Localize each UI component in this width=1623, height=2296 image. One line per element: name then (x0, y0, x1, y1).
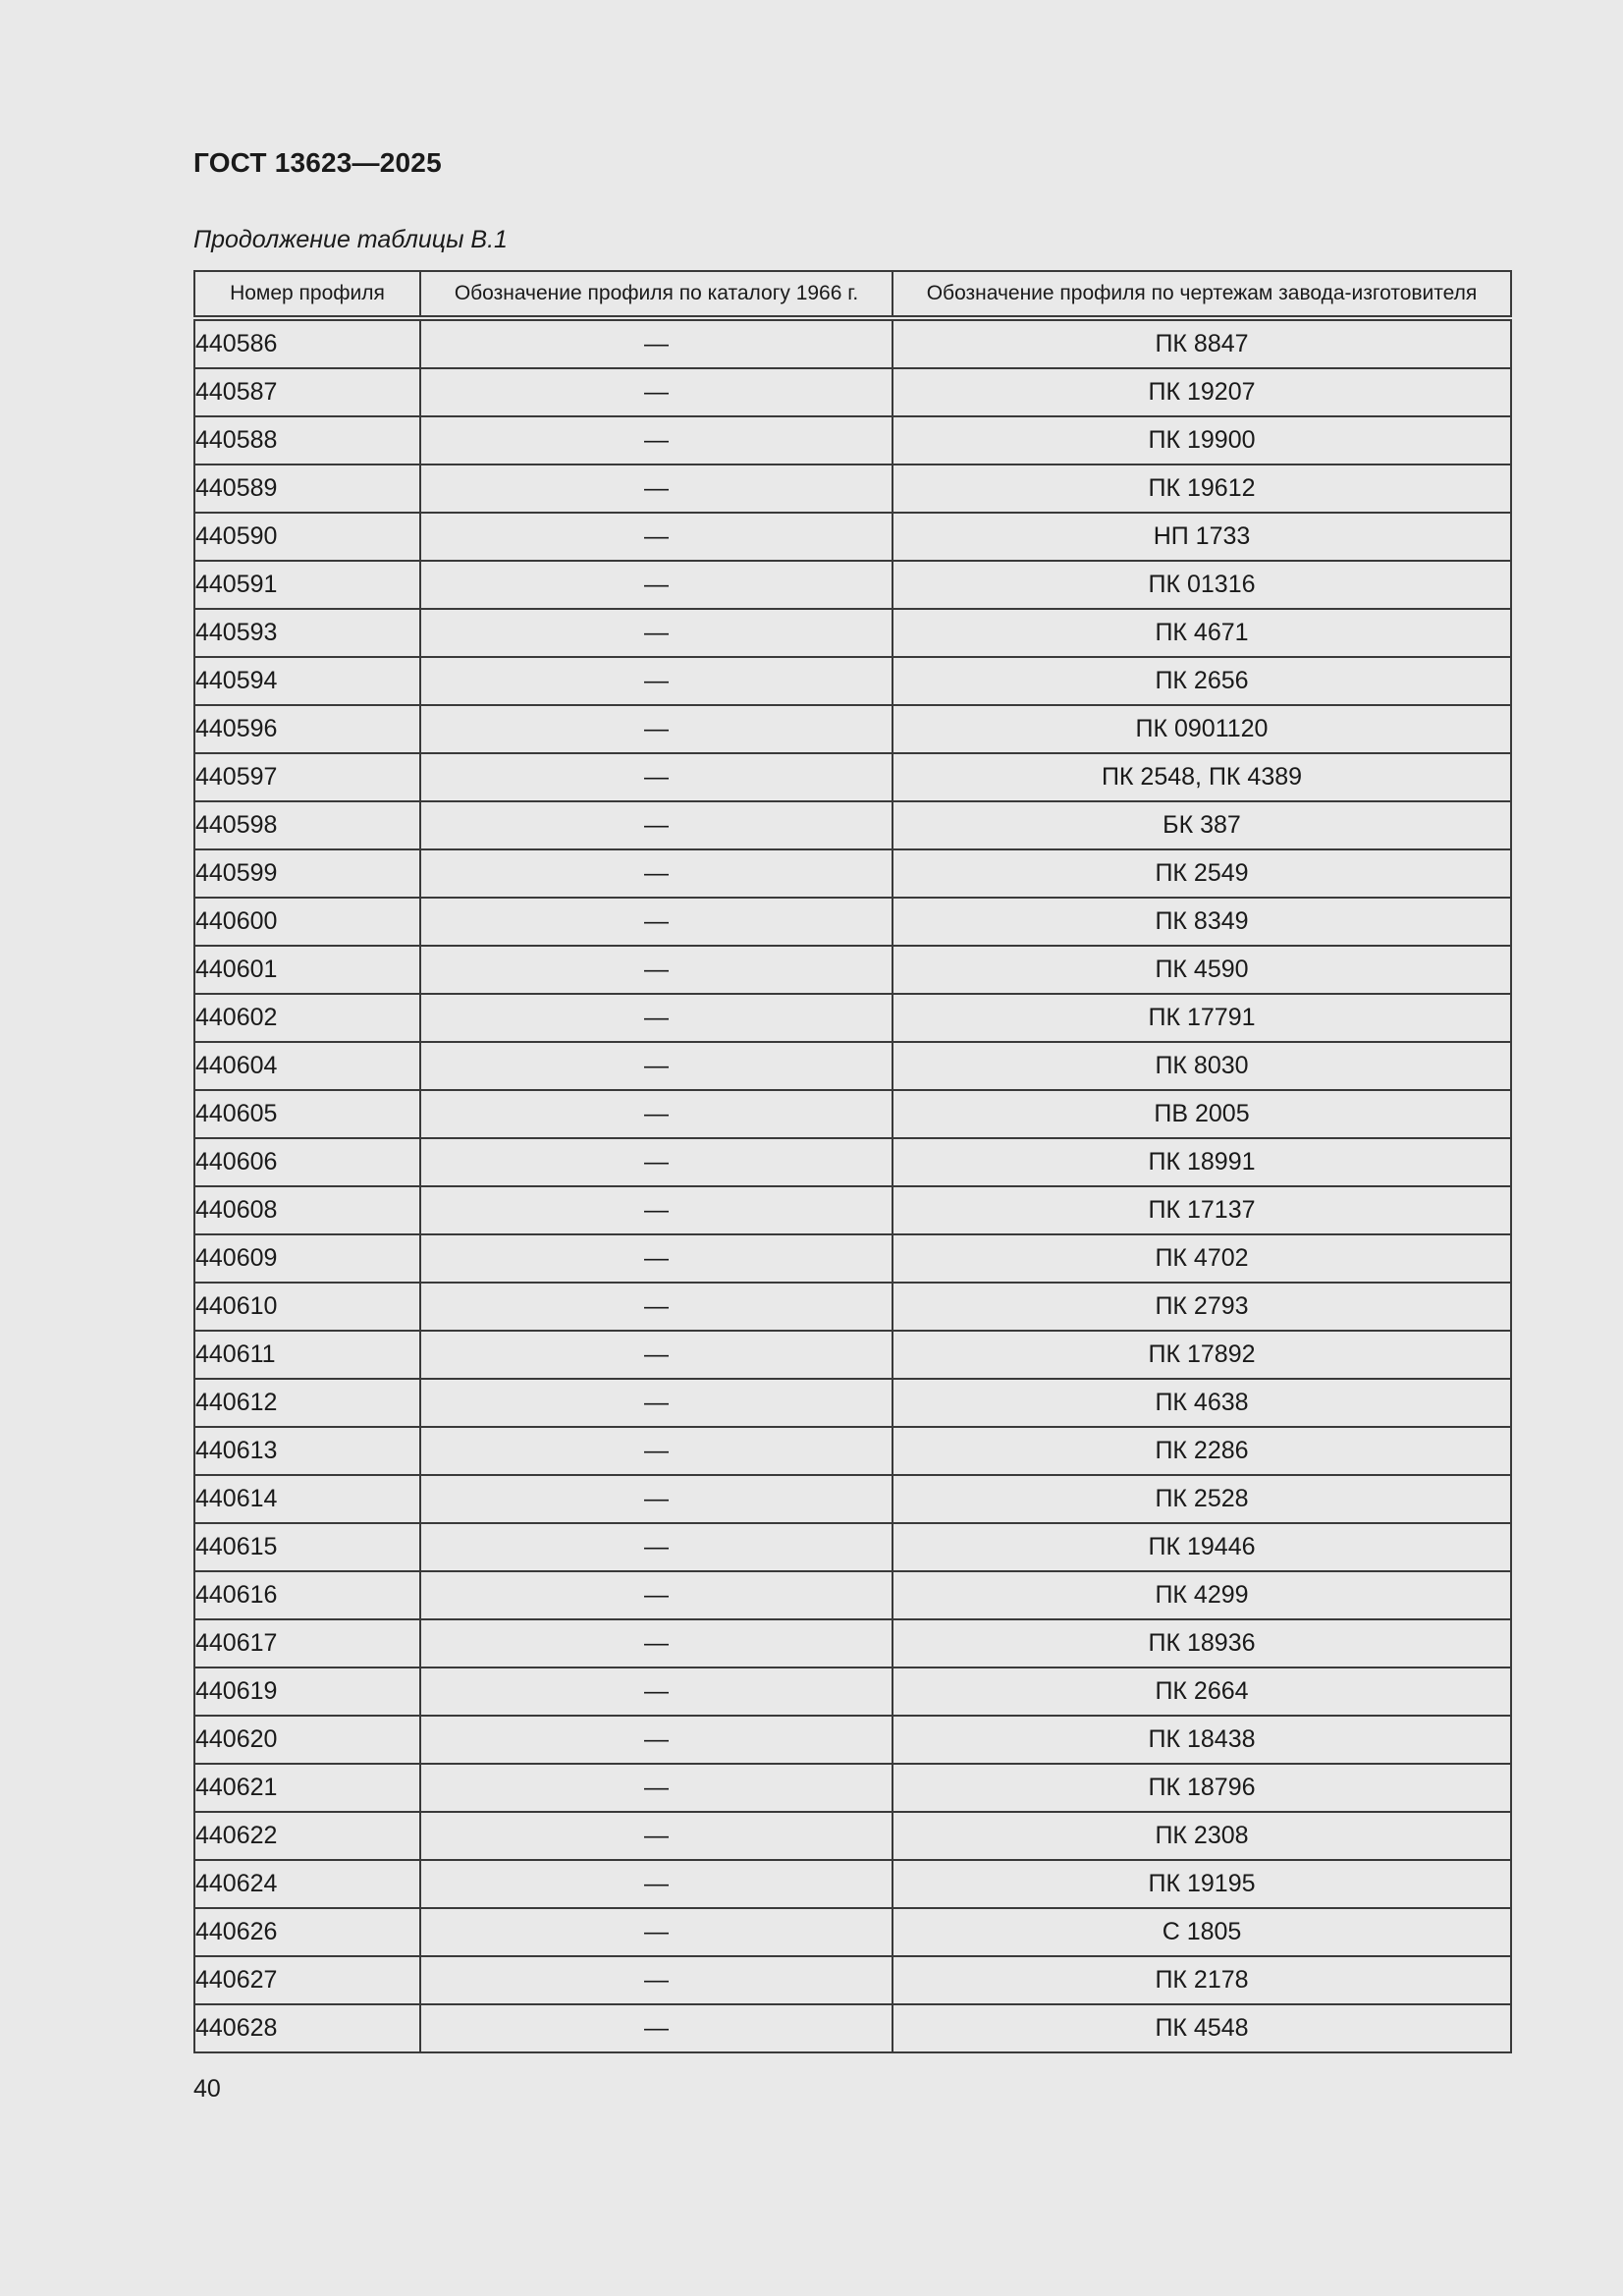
table-row (194, 368, 1511, 416)
profile-number-cell: 440604 (194, 1042, 420, 1090)
drawing-designation-cell: ПК 17137 (893, 1186, 1511, 1234)
drawing-designation-cell: ПК 8349 (893, 898, 1511, 946)
table-row (194, 1812, 1511, 1860)
profile-number-cell: 440599 (194, 849, 420, 898)
page-number: 40 (193, 2075, 221, 2103)
drawing-designation-cell: ПК 2793 (893, 1283, 1511, 1331)
drawing-designation-cell: ПК 8847 (893, 318, 1511, 368)
catalog-designation-cell: — (420, 368, 893, 416)
profile-number-cell: 440589 (194, 465, 420, 513)
drawing-designation-cell: ПК 2548, ПК 4389 (893, 753, 1511, 801)
table-row (194, 657, 1511, 705)
drawing-designation-cell: ПК 4590 (893, 946, 1511, 994)
profiles-table (193, 270, 1512, 2053)
profile-number-cell: 440598 (194, 801, 420, 849)
drawing-designation-cell: ПК 2308 (893, 1812, 1511, 1860)
drawing-designation-cell: ПК 17791 (893, 994, 1511, 1042)
table-row (194, 1186, 1511, 1234)
table-row (194, 898, 1511, 946)
profile-number-cell: 440606 (194, 1138, 420, 1186)
catalog-designation-cell: — (420, 994, 893, 1042)
profile-number-cell: 440600 (194, 898, 420, 946)
drawing-designation-cell: ПК 0901120 (893, 705, 1511, 753)
catalog-designation-cell: — (420, 849, 893, 898)
column-header-drawing-designation: Обозначение профиля по чертежам завода-изготовителя (893, 271, 1511, 318)
drawing-designation-cell: ПК 18796 (893, 1764, 1511, 1812)
profile-number-cell: 440593 (194, 609, 420, 657)
profile-number-cell: 440616 (194, 1571, 420, 1619)
catalog-designation-cell: — (420, 1283, 893, 1331)
table-row (194, 946, 1511, 994)
drawing-designation-cell: ПК 01316 (893, 561, 1511, 609)
profile-number-cell: 440601 (194, 946, 420, 994)
profile-number-cell: 440613 (194, 1427, 420, 1475)
table-row (194, 1571, 1511, 1619)
table-header-row (194, 271, 1511, 318)
table-row (194, 705, 1511, 753)
table-row (194, 1956, 1511, 2004)
catalog-designation-cell: — (420, 898, 893, 946)
catalog-designation-cell: — (420, 801, 893, 849)
catalog-designation-cell: — (420, 1042, 893, 1090)
drawing-designation-cell: ПК 2178 (893, 1956, 1511, 2004)
catalog-designation-cell: — (420, 1956, 893, 2004)
drawing-designation-cell: ПК 2549 (893, 849, 1511, 898)
table-row (194, 416, 1511, 465)
table-row (194, 1764, 1511, 1812)
profile-number-cell: 440612 (194, 1379, 420, 1427)
catalog-designation-cell: — (420, 1331, 893, 1379)
table-row (194, 1283, 1511, 1331)
table-row (194, 801, 1511, 849)
profile-number-cell: 440610 (194, 1283, 420, 1331)
profile-number-cell: 440611 (194, 1331, 420, 1379)
table-row (194, 1619, 1511, 1667)
drawing-designation-cell: ПК 4548 (893, 2004, 1511, 2052)
catalog-designation-cell: — (420, 1716, 893, 1764)
catalog-designation-cell: — (420, 1571, 893, 1619)
catalog-designation-cell: — (420, 318, 893, 368)
catalog-designation-cell: — (420, 1379, 893, 1427)
profile-number-cell: 440594 (194, 657, 420, 705)
catalog-designation-cell: — (420, 1138, 893, 1186)
table-row (194, 2004, 1511, 2052)
drawing-designation-cell: ПК 2286 (893, 1427, 1511, 1475)
drawing-designation-cell: ПК 18991 (893, 1138, 1511, 1186)
table-row (194, 1234, 1511, 1283)
catalog-designation-cell: — (420, 2004, 893, 2052)
profile-number-cell: 440587 (194, 368, 420, 416)
table-row (194, 1667, 1511, 1716)
catalog-designation-cell: — (420, 753, 893, 801)
drawing-designation-cell: ПК 2528 (893, 1475, 1511, 1523)
column-header-catalog-designation: Обозначение профиля по каталогу 1966 г. (420, 271, 893, 318)
drawing-designation-cell: ПК 4299 (893, 1571, 1511, 1619)
profile-number-cell: 440624 (194, 1860, 420, 1908)
profile-number-cell: 440608 (194, 1186, 420, 1234)
drawing-designation-cell: ПК 17892 (893, 1331, 1511, 1379)
profile-number-cell: 440620 (194, 1716, 420, 1764)
drawing-designation-cell: ПК 4638 (893, 1379, 1511, 1427)
drawing-designation-cell: ПК 4702 (893, 1234, 1511, 1283)
profile-number-cell: 440622 (194, 1812, 420, 1860)
profile-number-cell: 440617 (194, 1619, 420, 1667)
table-body (194, 318, 1511, 2052)
catalog-designation-cell: — (420, 1523, 893, 1571)
profile-number-cell: 440619 (194, 1667, 420, 1716)
table-row (194, 1138, 1511, 1186)
profile-number-cell: 440591 (194, 561, 420, 609)
table-row (194, 1716, 1511, 1764)
drawing-designation-cell: С 1805 (893, 1908, 1511, 1956)
table-row (194, 561, 1511, 609)
profile-number-cell: 440621 (194, 1764, 420, 1812)
table-row (194, 513, 1511, 561)
profile-number-cell: 440586 (194, 318, 420, 368)
drawing-designation-cell: БК 387 (893, 801, 1511, 849)
table-row (194, 465, 1511, 513)
document-header: ГОСТ 13623—2025 (193, 147, 442, 178)
catalog-designation-cell: — (420, 416, 893, 465)
table-row (194, 1908, 1511, 1956)
catalog-designation-cell: — (420, 657, 893, 705)
profile-number-cell: 440597 (194, 753, 420, 801)
profile-number-cell: 440626 (194, 1908, 420, 1956)
table-row (194, 1042, 1511, 1090)
catalog-designation-cell: — (420, 1475, 893, 1523)
profile-number-cell: 440588 (194, 416, 420, 465)
drawing-designation-cell: ПК 2656 (893, 657, 1511, 705)
catalog-designation-cell: — (420, 1619, 893, 1667)
table-caption: Продолжение таблицы В.1 (193, 226, 508, 253)
catalog-designation-cell: — (420, 705, 893, 753)
catalog-designation-cell: — (420, 513, 893, 561)
profile-number-cell: 440614 (194, 1475, 420, 1523)
profile-number-cell: 440627 (194, 1956, 420, 2004)
drawing-designation-cell: НП 1733 (893, 513, 1511, 561)
catalog-designation-cell: — (420, 465, 893, 513)
drawing-designation-cell: ПК 18438 (893, 1716, 1511, 1764)
catalog-designation-cell: — (420, 609, 893, 657)
table-row (194, 318, 1511, 368)
profile-number-cell: 440602 (194, 994, 420, 1042)
profile-number-cell: 440605 (194, 1090, 420, 1138)
table-header (194, 271, 1511, 318)
table-row (194, 609, 1511, 657)
drawing-designation-cell: ПК 4671 (893, 609, 1511, 657)
drawing-designation-cell: ПК 19207 (893, 368, 1511, 416)
drawing-designation-cell: ПК 19195 (893, 1860, 1511, 1908)
column-header-profile-number: Номер профиля (194, 271, 420, 318)
drawing-designation-cell: ПК 18936 (893, 1619, 1511, 1667)
catalog-designation-cell: — (420, 1234, 893, 1283)
table-row (194, 753, 1511, 801)
table-row (194, 849, 1511, 898)
catalog-designation-cell: — (420, 1764, 893, 1812)
drawing-designation-cell: ПК 19446 (893, 1523, 1511, 1571)
catalog-designation-cell: — (420, 1090, 893, 1138)
table-row (194, 1090, 1511, 1138)
profile-number-cell: 440628 (194, 2004, 420, 2052)
catalog-designation-cell: — (420, 1186, 893, 1234)
profile-number-cell: 440596 (194, 705, 420, 753)
drawing-designation-cell: ПВ 2005 (893, 1090, 1511, 1138)
catalog-designation-cell: — (420, 1427, 893, 1475)
profile-number-cell: 440609 (194, 1234, 420, 1283)
catalog-designation-cell: — (420, 561, 893, 609)
table-row (194, 1523, 1511, 1571)
drawing-designation-cell: ПК 2664 (893, 1667, 1511, 1716)
catalog-designation-cell: — (420, 946, 893, 994)
catalog-designation-cell: — (420, 1908, 893, 1956)
catalog-designation-cell: — (420, 1667, 893, 1716)
catalog-designation-cell: — (420, 1812, 893, 1860)
profile-number-cell: 440615 (194, 1523, 420, 1571)
drawing-designation-cell: ПК 19900 (893, 416, 1511, 465)
drawing-designation-cell: ПК 8030 (893, 1042, 1511, 1090)
catalog-designation-cell: — (420, 1860, 893, 1908)
table-row (194, 994, 1511, 1042)
table-row (194, 1331, 1511, 1379)
table-row (194, 1475, 1511, 1523)
table-row (194, 1860, 1511, 1908)
table-row (194, 1379, 1511, 1427)
drawing-designation-cell: ПК 19612 (893, 465, 1511, 513)
table-row (194, 1427, 1511, 1475)
profile-number-cell: 440590 (194, 513, 420, 561)
